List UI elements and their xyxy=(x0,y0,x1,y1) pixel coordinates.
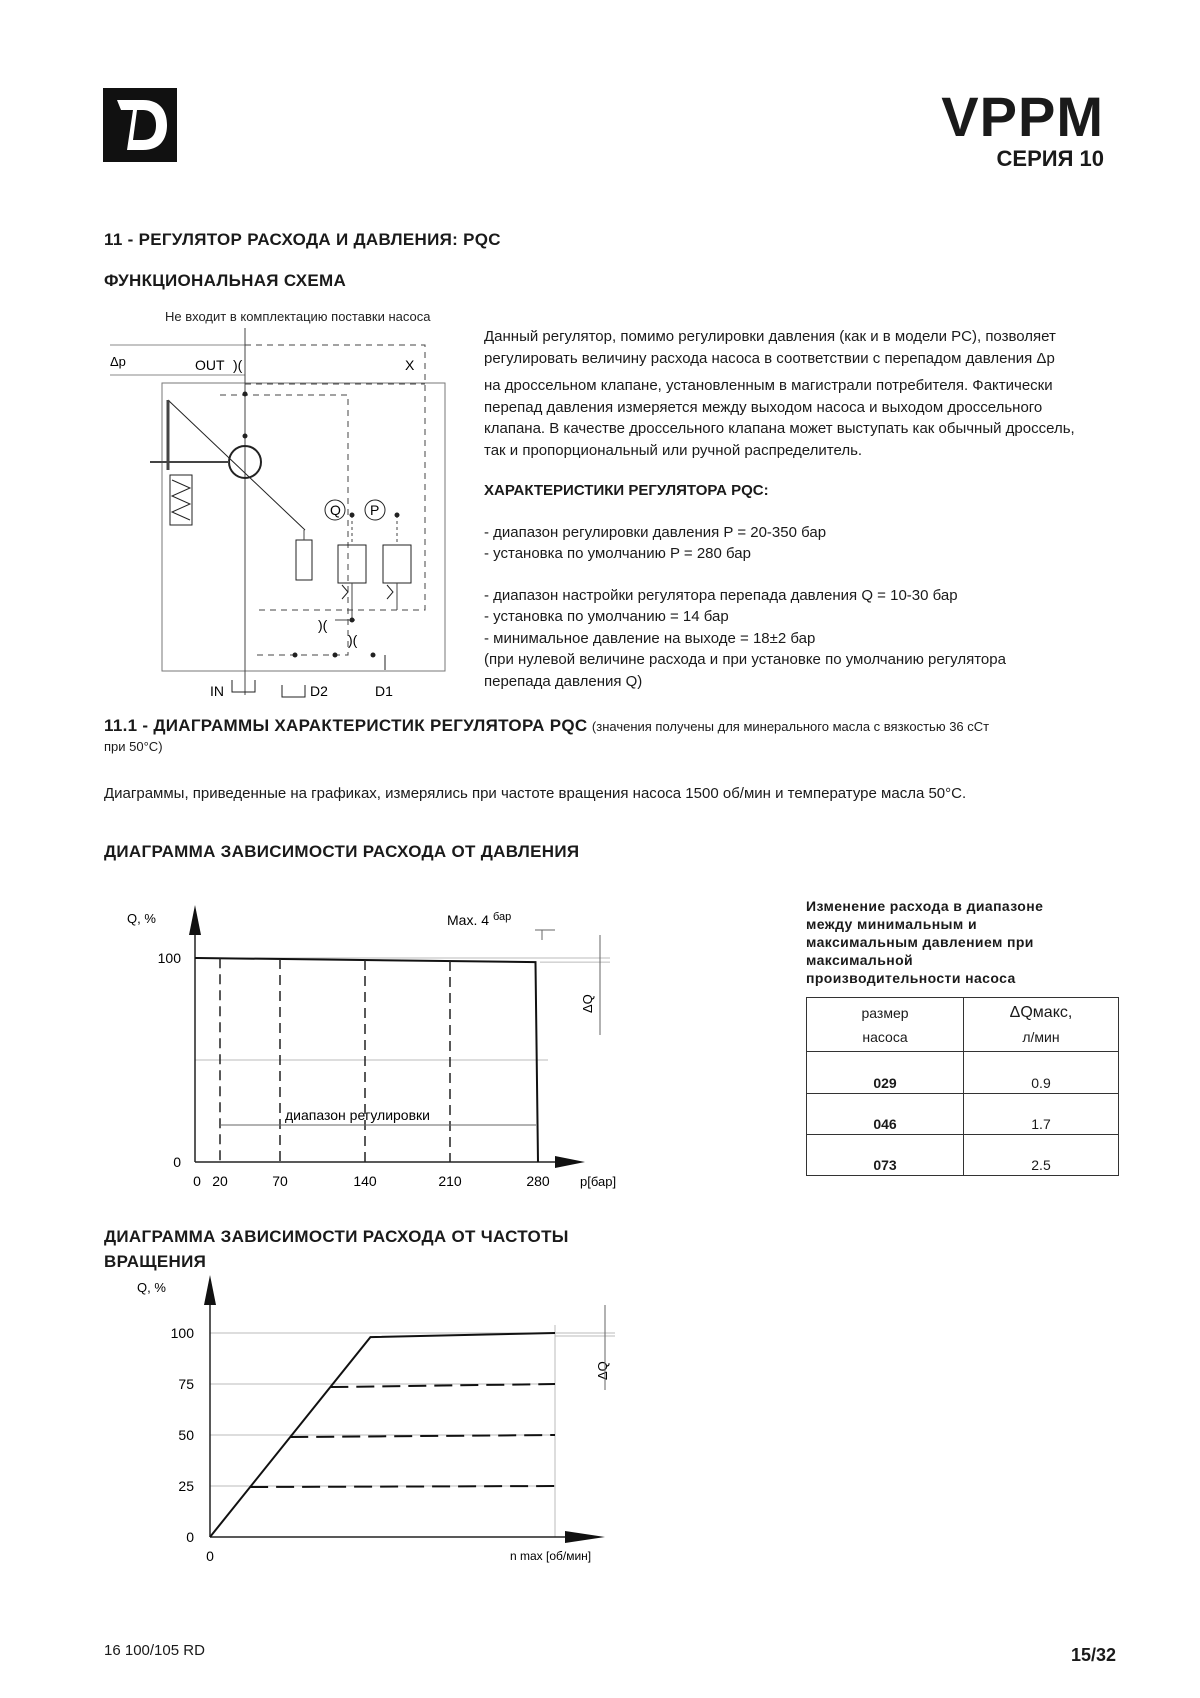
table-header-size xyxy=(807,998,964,1052)
y-tick-label: 25 xyxy=(178,1478,194,1494)
characteristic-item: перепада давления Q) xyxy=(484,672,643,690)
schema-p-label: P xyxy=(370,502,380,518)
chart2-title-line: ДИАГРАММА ЗАВИСИМОСТИ РАСХОДА ОТ ЧАСТОТЫ xyxy=(104,1227,569,1246)
table-header-text: ΔQмакс, xyxy=(1009,1003,1073,1021)
x-tick-label: 210 xyxy=(438,1173,462,1189)
table-header-row xyxy=(807,998,1119,1052)
table-header-text: размер xyxy=(861,1004,909,1021)
y-tick-label: 50 xyxy=(178,1427,194,1443)
orifice-symbol-3: )( xyxy=(348,632,358,648)
table-row xyxy=(807,1094,1119,1135)
company-logo xyxy=(103,88,177,162)
description-line: так и пропорциональный или ручной распределитель. xyxy=(484,441,863,459)
characteristic-item: - минимальное давление на выходе = 18±2 бар xyxy=(484,629,816,647)
table-cell-size: 046 xyxy=(807,1094,964,1135)
chart1-range-label: диапазон регулировки xyxy=(285,1107,430,1123)
description-line: регулировать величину расхода насоса в соответствии с перепадом давления Δp xyxy=(484,349,1055,367)
description-line: перепад давления измеряется между выходом насоса и выходом дроссельного xyxy=(484,398,1043,416)
characteristic-item: (при нулевой величине расхода и при установке по умолчанию регулятора xyxy=(484,651,1006,668)
description-line: на дроссельном клапане, установленным в магистрали потребителя. Фактически xyxy=(484,377,1053,394)
schema-x-label: X xyxy=(405,357,415,373)
pressure-flow-chart xyxy=(110,895,630,1205)
chart1-max-unit: бар xyxy=(493,911,512,923)
doc-code: 16 100/105 RD xyxy=(104,1642,205,1659)
description-line: Данный регулятор, помимо регулировки давления (как и в модели PC), позволяет xyxy=(484,328,1056,345)
schema-note: Не входит в комплектацию поставки насоса xyxy=(165,309,431,324)
schema-d2-label: D2 xyxy=(310,683,328,699)
diagrams-note-2: при 50°C) xyxy=(104,739,163,754)
table-header-text: л/мин xyxy=(1022,1028,1060,1045)
table-row xyxy=(807,1052,1119,1094)
chart1-xlabel: p[бар] xyxy=(580,1174,617,1189)
chart1-title: ДИАГРАММА ЗАВИСИМОСТИ РАСХОДА ОТ ДАВЛЕНИЯ xyxy=(104,842,580,861)
y-axis-arrow xyxy=(204,1275,216,1305)
orifice-symbol-2: )( xyxy=(318,617,328,633)
table-cell-dq: 0.9 xyxy=(964,1052,1119,1094)
x-axis-arrow xyxy=(555,1156,585,1168)
characteristic-item: - установка по умолчанию = 14 бар xyxy=(484,608,729,625)
y-axis-arrow xyxy=(189,905,201,935)
x-axis-arrow xyxy=(565,1531,605,1543)
table-cell-size: 029 xyxy=(807,1052,964,1094)
page-number: 15/32 xyxy=(1070,1645,1116,1665)
x-tick-label: 70 xyxy=(272,1173,288,1189)
x-tick-label: 20 xyxy=(212,1173,228,1189)
table-cell-dq: 2.5 xyxy=(964,1135,1119,1176)
schema-out-label: OUT xyxy=(195,357,225,373)
table-caption xyxy=(806,897,1106,987)
functional-schematic xyxy=(110,300,480,710)
diagrams-note: (значения получены для минерального масла с вязкостью 36 cСт xyxy=(591,719,990,734)
description-line: клапана. В качестве дроссельного клапана может выступать как обычный дроссель, xyxy=(484,420,1075,437)
table-caption-line: Изменение расхода в диапазоне xyxy=(806,898,1044,914)
diagrams-title: 11.1 - ДИАГРАММЫ ХАРАКТЕРИСТИК РЕГУЛЯТОРА PQC xyxy=(104,716,588,735)
schema-d1-label: D1 xyxy=(375,683,393,699)
chart2-title-line: ВРАЩЕНИЯ xyxy=(104,1252,207,1271)
chart2-title xyxy=(104,1224,569,1274)
schema-in-label: IN xyxy=(210,683,224,699)
orifice-symbol: )( xyxy=(233,357,243,373)
schema-q-label: Q xyxy=(330,502,341,518)
characteristic-item: - установка по умолчанию P = 280 бар xyxy=(484,545,751,562)
section-subtitle: ФУНКЦИОНАЛЬНАЯ СХЕМА xyxy=(104,271,347,290)
table-header-dq xyxy=(964,998,1119,1052)
header-brand xyxy=(941,85,1104,172)
chart2-xlabel: n max [об/мин] xyxy=(510,1549,592,1563)
y-tick-label: 100 xyxy=(157,950,181,966)
description-block xyxy=(484,326,1134,692)
chart2-ylabel: Q, % xyxy=(137,1280,166,1295)
x-tick-label: 280 xyxy=(526,1173,550,1189)
chart1-ylabel: Q, % xyxy=(127,911,156,926)
characteristics-title: ХАРАКТЕРИСТИКИ РЕГУЛЯТОРА PQC: xyxy=(484,482,769,499)
y-tick-label: 75 xyxy=(178,1376,194,1392)
table-caption-line: максимальной xyxy=(806,952,914,968)
model-title: VPPM xyxy=(941,85,1104,148)
table-caption-line: между минимальным и xyxy=(806,916,977,932)
characteristic-item: - диапазон регулировки давления P = 20-350 бар xyxy=(484,523,827,541)
table-cell-size: 073 xyxy=(807,1135,964,1176)
y-tick-label: 100 xyxy=(170,1325,194,1341)
y-tick-label: 0 xyxy=(186,1529,194,1545)
speed-flow-chart xyxy=(110,1270,630,1570)
chart2-dq-label: ΔQ xyxy=(595,1361,610,1380)
x-tick-label: 0 xyxy=(206,1548,214,1564)
characteristic-item: - диапазон настройки регулятора перепада давления Q = 10-30 бар xyxy=(484,586,958,604)
series-title: СЕРИЯ 10 xyxy=(996,146,1104,171)
schema-dp-label: Δp xyxy=(110,354,126,369)
chart1-max-label: Max. 4 xyxy=(447,912,490,928)
chart1-dq-label: ΔQ xyxy=(580,994,595,1013)
section-title: 11 - РЕГУЛЯТОР РАСХОДА И ДАВЛЕНИЯ: PQC xyxy=(104,230,501,249)
table-row xyxy=(807,1135,1119,1176)
table-caption-line: максимальным давлением при xyxy=(806,934,1034,950)
table-cell-dq: 1.7 xyxy=(964,1094,1119,1135)
table-header-text: насоса xyxy=(862,1028,908,1045)
diagrams-intro: Диаграммы, приведенные на графиках, измерялись при частоте вращения насоса 1500 об/мин и температуре масла 50°C. xyxy=(104,785,967,802)
x-tick-label: 140 xyxy=(353,1173,377,1189)
y-tick-label: 0 xyxy=(173,1154,181,1170)
table-caption-line: производительности насоса xyxy=(806,970,1016,986)
diagrams-heading xyxy=(104,716,1134,754)
flow-change-table xyxy=(806,997,1119,1176)
x-tick-label: 0 xyxy=(193,1173,201,1189)
